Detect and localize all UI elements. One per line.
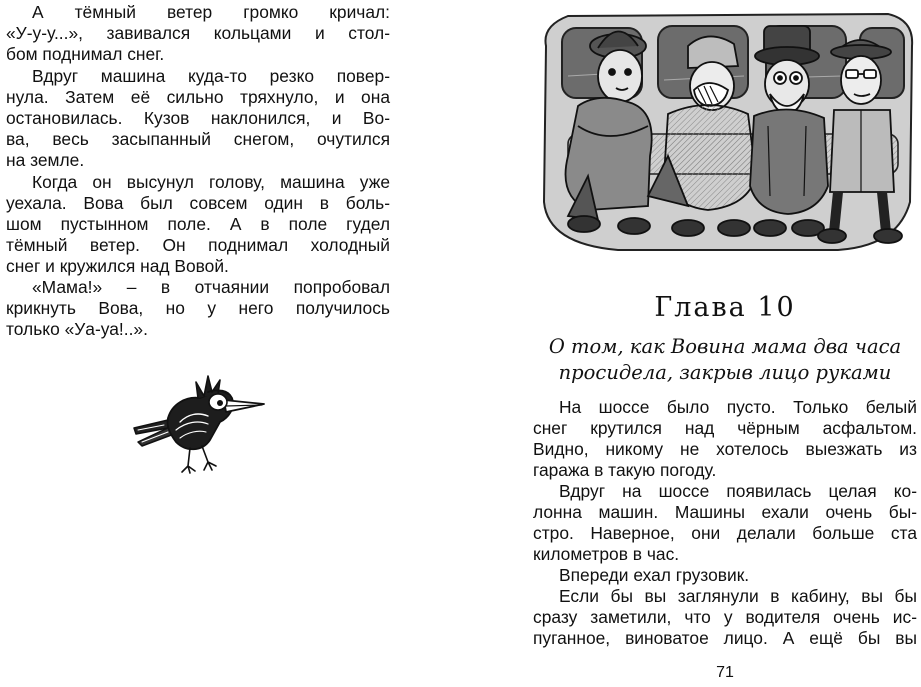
text-line: сразу заметили, что у водителя очень ис- (533, 607, 917, 627)
text-line: Если бы вы заглянули в кабину, вы бы (559, 586, 917, 606)
text-line: гаража в такую погоду. (533, 460, 717, 480)
text-line: «Мама!» – в отчаянии попробовал (32, 277, 390, 297)
text-line: бом поднимал снег. (6, 44, 165, 64)
chapter-subtitle-line: просидела, закрыв лицо руками (558, 361, 892, 384)
text-line: лонна машин. Машины ехали очень бы- (533, 502, 917, 522)
text-line: остановилась. Кузов наклонился, и Во- (6, 108, 390, 128)
text-line: уехала. Вова был совсем один в боль- (6, 193, 390, 213)
crow-illustration (128, 368, 268, 474)
text-line: На шоссе было пусто. Только белый (559, 397, 917, 417)
text-line: снег крутился над чёрным асфальтом. (533, 418, 917, 438)
text-line: Вдруг на шоссе появилась целая ко- (559, 481, 917, 501)
chapter-subtitle (533, 334, 917, 386)
chapter-title: Глава 10 (654, 292, 796, 323)
page-number: 71 (716, 664, 734, 681)
text-line: километров в час. (533, 544, 680, 564)
text-line: Вдруг машина куда-то резко повер- (32, 66, 390, 86)
chapter-subtitle-line: О том, как Вовина мама два часа (548, 335, 902, 358)
text-line: Видно, никому не хотелось выезжать из (533, 439, 917, 459)
text-line: на земле. (6, 150, 85, 170)
text-line: А тёмный ветер громко кричал: (32, 2, 390, 22)
text-line: крикнуть Вова, но у него получилось (6, 298, 390, 318)
text-line: «У-у-у...», завивался кольцами и стол- (6, 23, 390, 43)
text-line: стро. Наверное, они делали больше ста (533, 523, 917, 543)
text-line: ва, весь засыпанный снегом, очутился (6, 129, 390, 149)
text-line: Когда он высунул голову, машина уже (32, 172, 390, 192)
text-line: Впереди ехал грузовик. (559, 565, 750, 585)
text-line: снег и кружился над Вовой. (6, 256, 229, 276)
passengers-illustration (538, 6, 918, 254)
text-line: пуганное, виноватое лицо. А ещё бы вы (533, 628, 917, 648)
text-line: шом пустынном поле. А в поле гудел (6, 214, 390, 234)
text-line: только «Уа-уа!..». (6, 319, 148, 339)
text-line: нула. Затем её сильно тряхнуло, и она (6, 87, 390, 107)
text-line: тёмный ветер. Он поднимал холодный (6, 235, 390, 255)
